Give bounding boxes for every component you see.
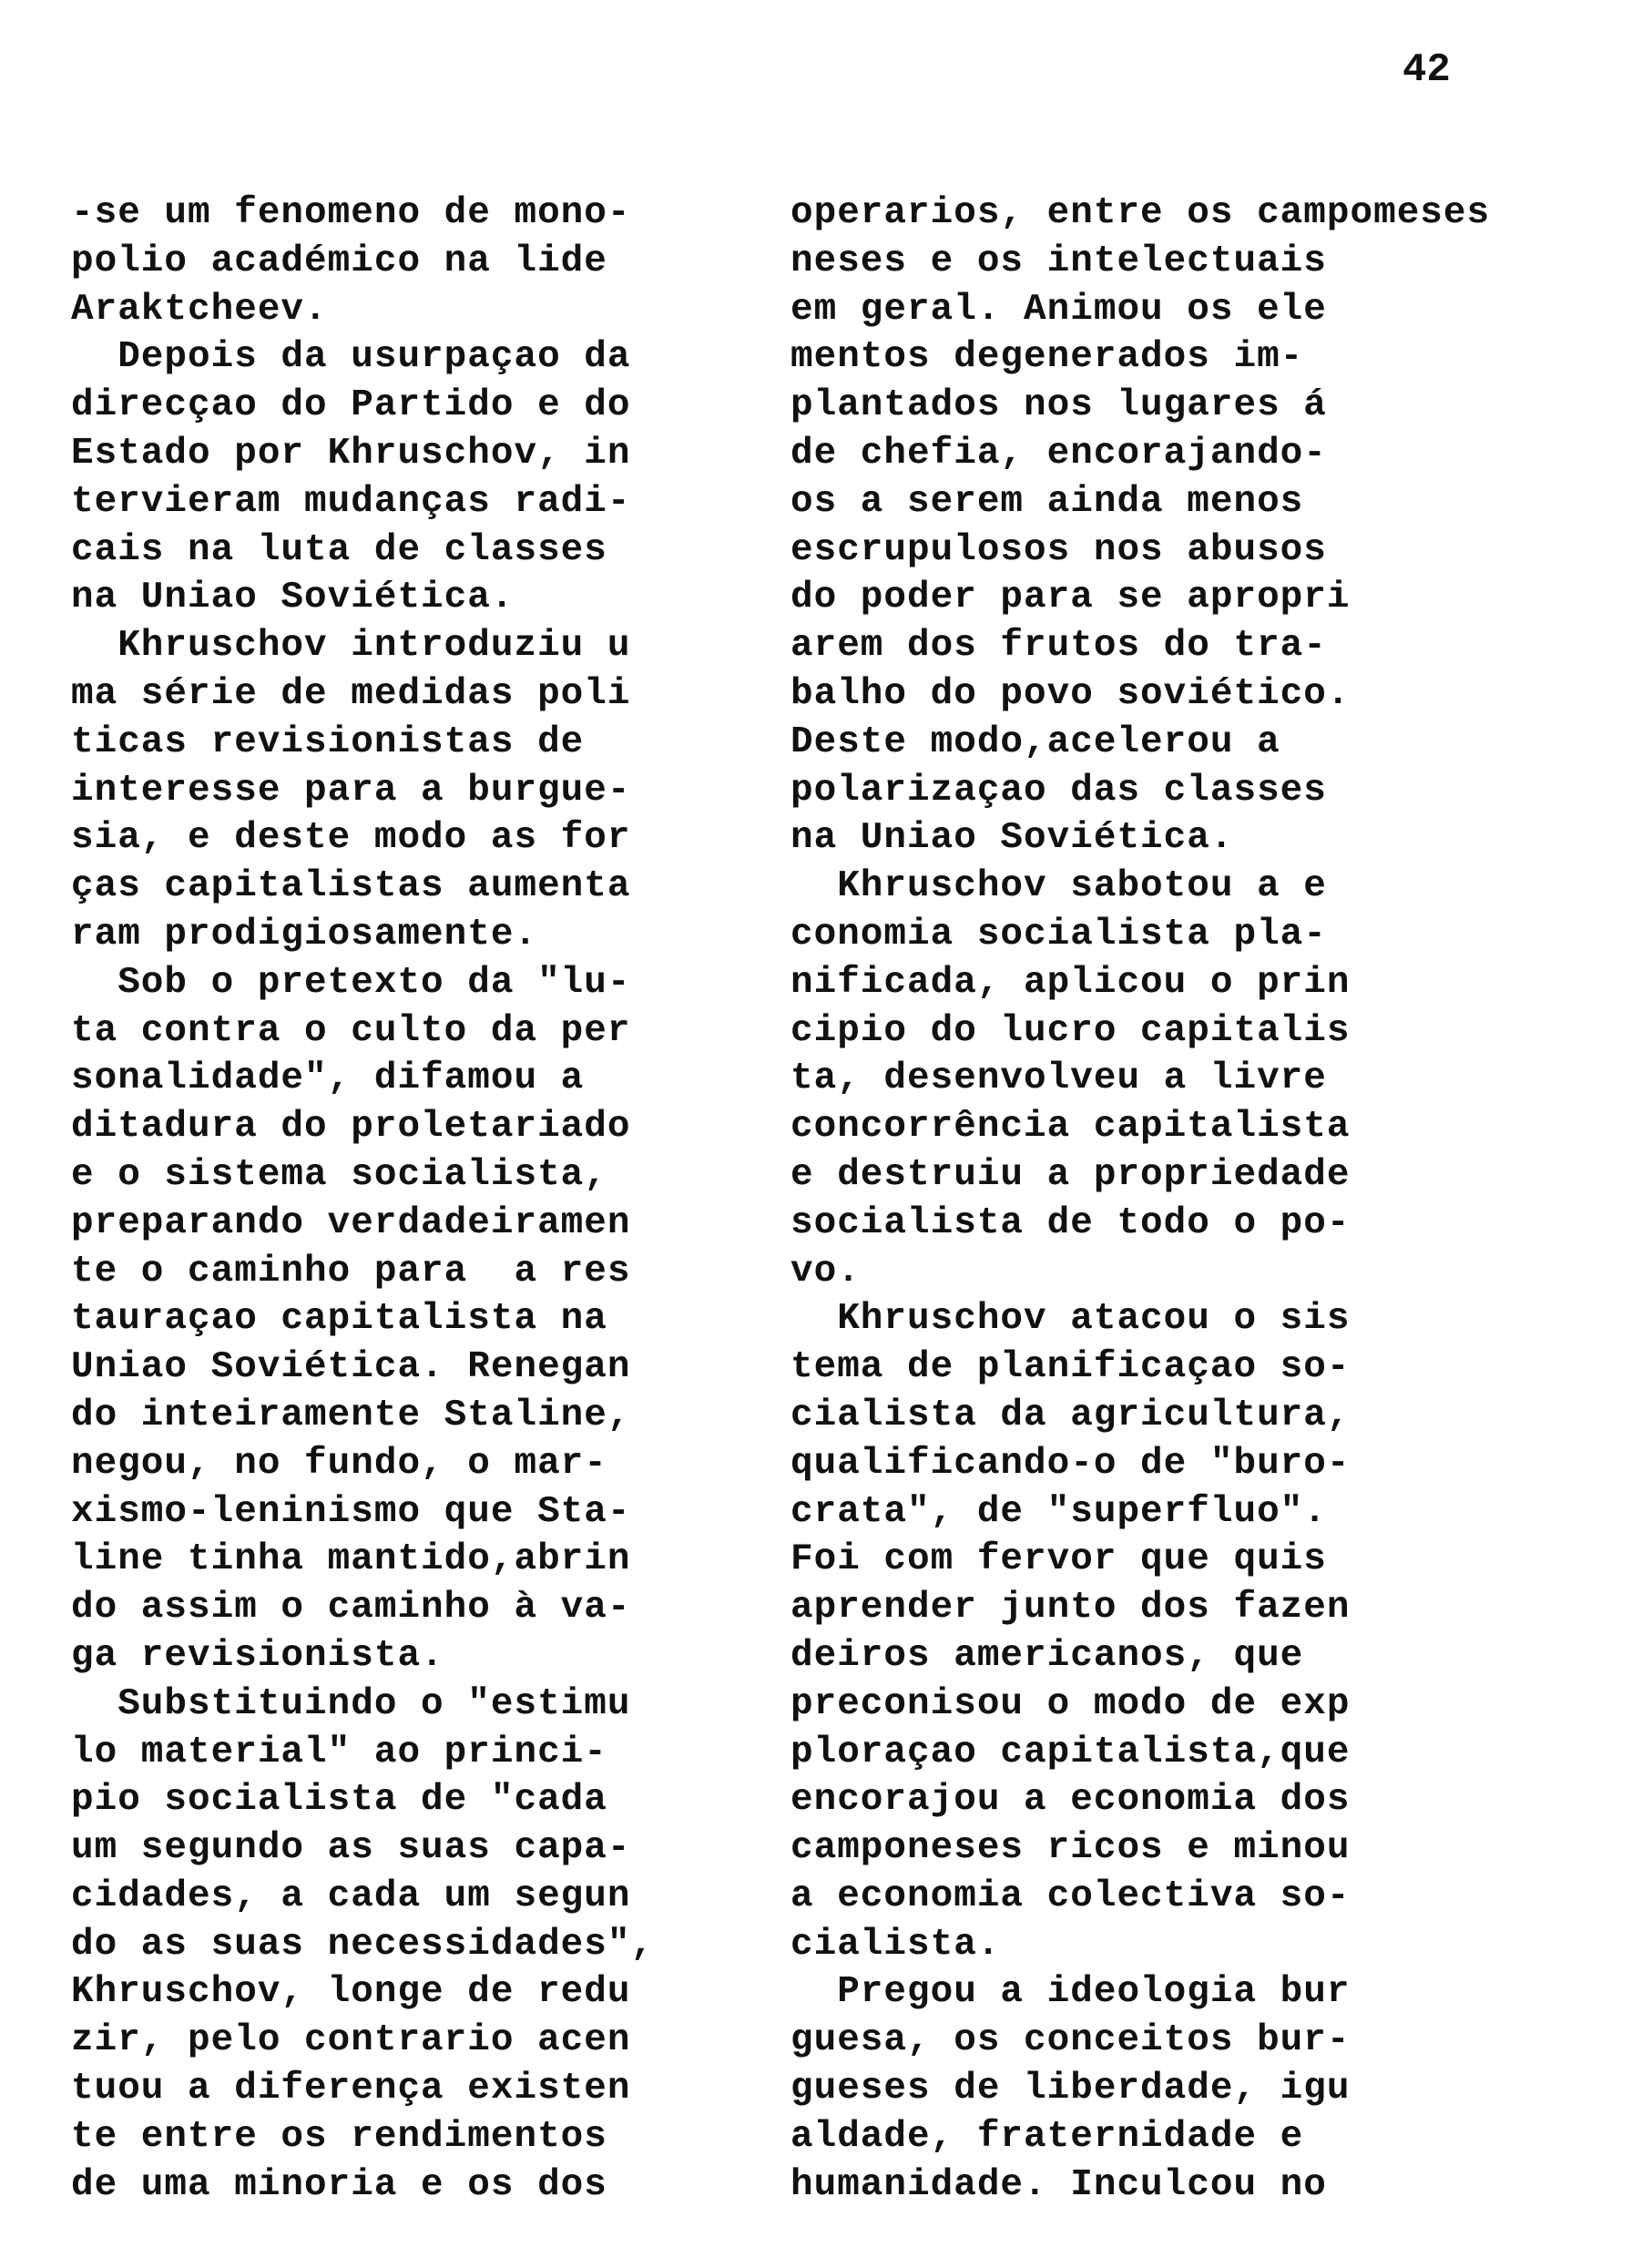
text-line: ditadura do proletariado [71, 1106, 631, 1149]
text-line: Deste modo,acelerou a [790, 720, 1280, 763]
text-line: em geral. Animou os ele [790, 288, 1327, 331]
text-line: negou, no fundo, o mar- [71, 1442, 607, 1485]
text-line: os a serem ainda menos [790, 480, 1304, 523]
text-line: xismo-leninismo que Sta- [71, 1490, 631, 1533]
page-number: 42 [1402, 47, 1451, 93]
text-line: do as suas necessidades", [71, 1923, 655, 1966]
text-line: Sob o pretexto da "lu- [71, 961, 631, 1004]
text-line: arem dos frutos do tra- [790, 625, 1327, 668]
text-line: lo material" ao princi- [71, 1731, 607, 1773]
text-line: ram prodigiosamente. [71, 913, 538, 955]
text-line: -se um fenomeno de mono- [71, 192, 631, 234]
text-line: sonalidade", difamou a [71, 1057, 585, 1100]
text-line: mentos degenerados im- [790, 336, 1304, 379]
text-line: polarizaçao das classes [790, 769, 1327, 812]
text-line: conomia socialista pla- [790, 913, 1327, 955]
text-line: plantados nos lugares á [790, 384, 1327, 427]
text-line: de chefia, encorajando- [790, 432, 1327, 475]
text-line: aprender junto dos fazen [790, 1587, 1351, 1629]
text-line: tuou a diferença existen [71, 2068, 631, 2110]
text-line: Khruschov sabotou a e [790, 865, 1327, 908]
text-line: camponeses ricos e minou [790, 1827, 1351, 1870]
text-line: Foi com fervor que quis [790, 1538, 1327, 1581]
text-line: ticas revisionistas de [71, 720, 585, 763]
text-line: tema de planificaçao so- [790, 1346, 1351, 1389]
text-line: sia, e deste modo as for [71, 817, 631, 860]
text-line: crata", de "superfluo". [790, 1490, 1327, 1533]
text-line: Uniao Soviética. Renegan [71, 1346, 631, 1389]
text-line: Khruschov introduziu u [71, 625, 631, 668]
text-line: encorajou a economia dos [790, 1779, 1351, 1822]
text-line: concorrência capitalista [790, 1106, 1351, 1149]
text-line: Substituindo o "estimu [71, 1682, 631, 1725]
text-line: cipio do lucro capitalis [790, 1009, 1351, 1052]
text-line: te o caminho para a res [71, 1250, 631, 1292]
text-line: tervieram mudanças radi- [71, 480, 631, 523]
right-text-column [790, 189, 1610, 2209]
text-line: polio académico na lide [71, 240, 607, 282]
text-line: humanidade. Inculcou no [790, 2163, 1327, 2206]
text-line: vo. [790, 1250, 861, 1292]
text-line: na Uniao Soviética. [790, 817, 1234, 860]
text-line: operarios, entre os campomeses [790, 192, 1491, 234]
text-line: cais na luta de classes [71, 528, 607, 571]
text-line: deiros americanos, que [790, 1634, 1304, 1677]
text-line: ploraçao capitalista,que [790, 1731, 1351, 1773]
left-text-column [71, 189, 763, 2209]
text-line: na Uniao Soviética. [71, 577, 515, 619]
text-line: aldade, fraternidade e [790, 2115, 1304, 2158]
text-line: ta, desenvolveu a livre [790, 1057, 1327, 1100]
text-line: nificada, aplicou o prin [790, 961, 1351, 1004]
text-line: do assim o caminho à va- [71, 1587, 631, 1629]
text-line: zir, pelo contrario acen [71, 2019, 631, 2062]
text-line: cidades, a cada um segun [71, 1875, 631, 1917]
text-line: cialista da agricultura, [790, 1394, 1351, 1436]
text-line: guesa, os conceitos bur- [790, 2019, 1351, 2062]
text-line: qualificando-o de "buro- [790, 1442, 1351, 1485]
text-line: ças capitalistas aumenta [71, 865, 631, 908]
text-line: gueses de liberdade, igu [790, 2068, 1351, 2110]
text-line: ta contra o culto da per [71, 1009, 631, 1052]
text-line: Khruschov, longe de redu [71, 1971, 631, 2014]
text-line: interesse para a burgue- [71, 769, 631, 812]
text-line: balho do povo soviético. [790, 672, 1351, 715]
text-line: a economia colectiva so- [790, 1875, 1351, 1917]
text-line: pio socialista de "cada [71, 1779, 607, 1822]
text-line: line tinha mantido,abrin [71, 1538, 631, 1581]
text-line: direcçao do Partido e do [71, 384, 631, 427]
text-line: preconisou o modo de exp [790, 1682, 1351, 1725]
text-line: Araktcheev. [71, 288, 328, 331]
text-line: Estado por Khruschov, in [71, 432, 631, 475]
text-line: de uma minoria e os dos [71, 2163, 607, 2206]
text-line: do poder para se apropri [790, 577, 1351, 619]
text-line: te entre os rendimentos [71, 2115, 607, 2158]
text-line: do inteiramente Staline, [71, 1394, 631, 1436]
text-line: ga revisionista. [71, 1634, 444, 1677]
text-line: Pregou a ideologia bur [790, 1971, 1351, 2014]
text-line: socialista de todo o po- [790, 1201, 1351, 1244]
text-line: e o sistema socialista, [71, 1153, 607, 1196]
text-line: cialista. [790, 1923, 1001, 1966]
text-line: Depois da usurpaçao da [71, 336, 631, 379]
text-line: neses e os intelectuais [790, 240, 1327, 282]
text-line: ma série de medidas poli [71, 672, 631, 715]
text-line: Khruschov atacou o sis [790, 1298, 1351, 1341]
text-line: um segundo as suas capa- [71, 1827, 631, 1870]
text-line: preparando verdadeiramen [71, 1201, 631, 1244]
text-line: escrupulosos nos abusos [790, 528, 1327, 571]
text-line: e destruiu a propriedade [790, 1153, 1351, 1196]
text-line: tauraçao capitalista na [71, 1298, 607, 1341]
